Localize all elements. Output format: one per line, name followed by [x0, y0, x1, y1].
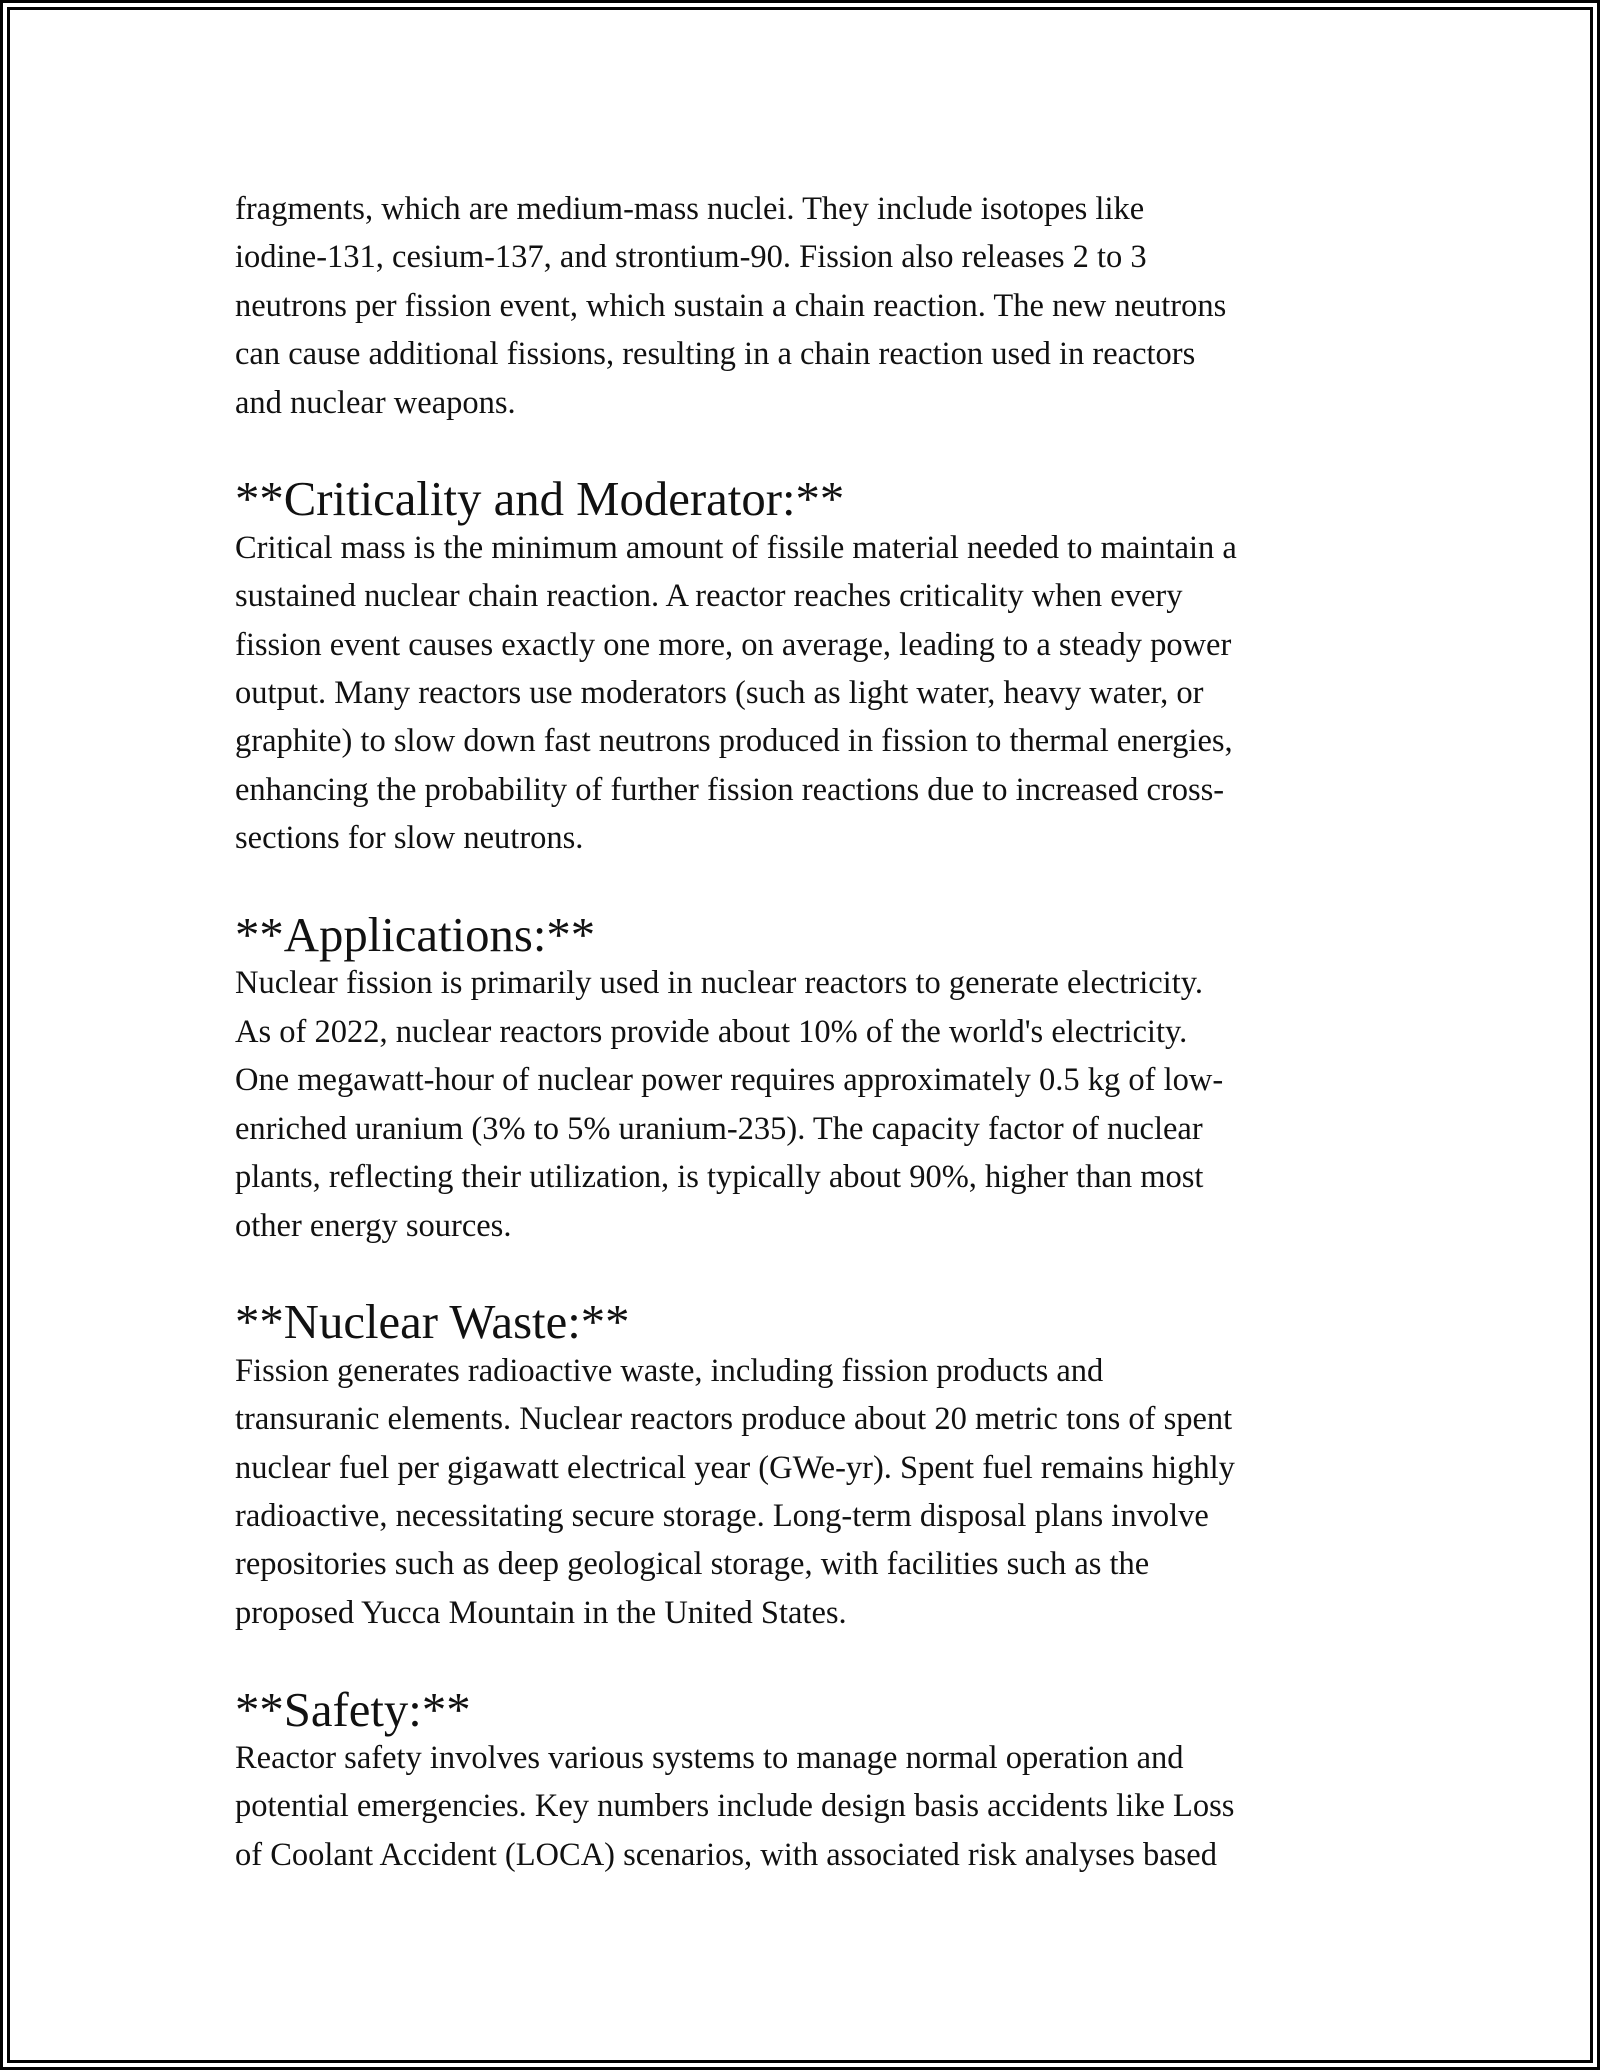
text-line: Reactor safety involves various systems to manage normal operation and	[235, 1739, 1184, 1776]
text-line: potential emergencies. Key numbers include design basis accidents like Loss	[235, 1788, 1235, 1825]
text-line: iodine-131, cesium-137, and strontium-90. Fission also releases 2 to 3	[235, 239, 1147, 276]
text-line: Critical mass is the minimum amount of fissile material needed to maintain a	[235, 529, 1237, 566]
intro-paragraph	[235, 185, 1395, 427]
text-line: can cause additional fissions, resulting in a chain reaction used in reactors	[235, 336, 1196, 373]
text-line: output. Many reactors use moderators (such as light water, heavy water, or	[235, 675, 1204, 712]
section-paragraph-criticality	[235, 524, 1395, 863]
text-line: fission event causes exactly one more, on average, leading to a steady power	[235, 626, 1232, 663]
section-paragraph-safety	[235, 1734, 1395, 1879]
text-line: fragments, which are medium-mass nuclei. They include isotopes like	[235, 191, 1145, 227]
document-body	[235, 185, 1395, 1879]
text-line: of Coolant Accident (LOCA) scenarios, with associated risk analyses based	[235, 1836, 1217, 1873]
text-line: nuclear fuel per gigawatt electrical year (GWe-yr). Spent fuel remains highly	[235, 1449, 1235, 1486]
text-line: Nuclear fission is primarily used in nuclear reactors to generate electricity.	[235, 965, 1203, 1002]
text-line: enriched uranium (3% to 5% uranium-235). The capacity factor of nuclear	[235, 1110, 1203, 1147]
text-line: enhancing the probability of further fission reactions due to increased cross-	[235, 771, 1225, 808]
text-line: repositories such as deep geological storage, with facilities such as the	[235, 1546, 1150, 1583]
text-line: Fission generates radioactive waste, including fission products and	[235, 1352, 1104, 1389]
text-line: and nuclear weapons.	[235, 384, 516, 421]
text-line: radioactive, necessitating secure storage. Long-term disposal plans involve	[235, 1497, 1209, 1534]
section-heading-nuclear-waste: **Nuclear Waste:**	[235, 1295, 630, 1350]
text-line: sustained nuclear chain reaction. A reactor reaches criticality when every	[235, 578, 1183, 615]
text-line: One megawatt-hour of nuclear power requires approximately 0.5 kg of low-	[235, 1062, 1224, 1099]
section-heading-criticality: **Criticality and Moderator:**	[235, 472, 845, 527]
section-heading-safety: **Safety:**	[235, 1682, 471, 1737]
text-line: As of 2022, nuclear reactors provide about 10% of the world's electricity.	[235, 1013, 1188, 1050]
section-heading-applications: **Applications:**	[235, 908, 596, 963]
text-line: neutrons per fission event, which sustain a chain reaction. The new neutrons	[235, 287, 1227, 324]
text-line: graphite) to slow down fast neutrons produced in fission to thermal energies,	[235, 723, 1233, 760]
text-line: proposed Yucca Mountain in the United States.	[235, 1594, 847, 1631]
text-line: transuranic elements. Nuclear reactors produce about 20 metric tons of spent	[235, 1401, 1233, 1438]
section-paragraph-nuclear-waste	[235, 1347, 1395, 1637]
text-line: plants, reflecting their utilization, is typically about 90%, higher than most	[235, 1159, 1204, 1196]
text-line: sections for slow neutrons.	[235, 820, 584, 857]
text-line: other energy sources.	[235, 1207, 512, 1244]
section-paragraph-applications	[235, 959, 1395, 1249]
